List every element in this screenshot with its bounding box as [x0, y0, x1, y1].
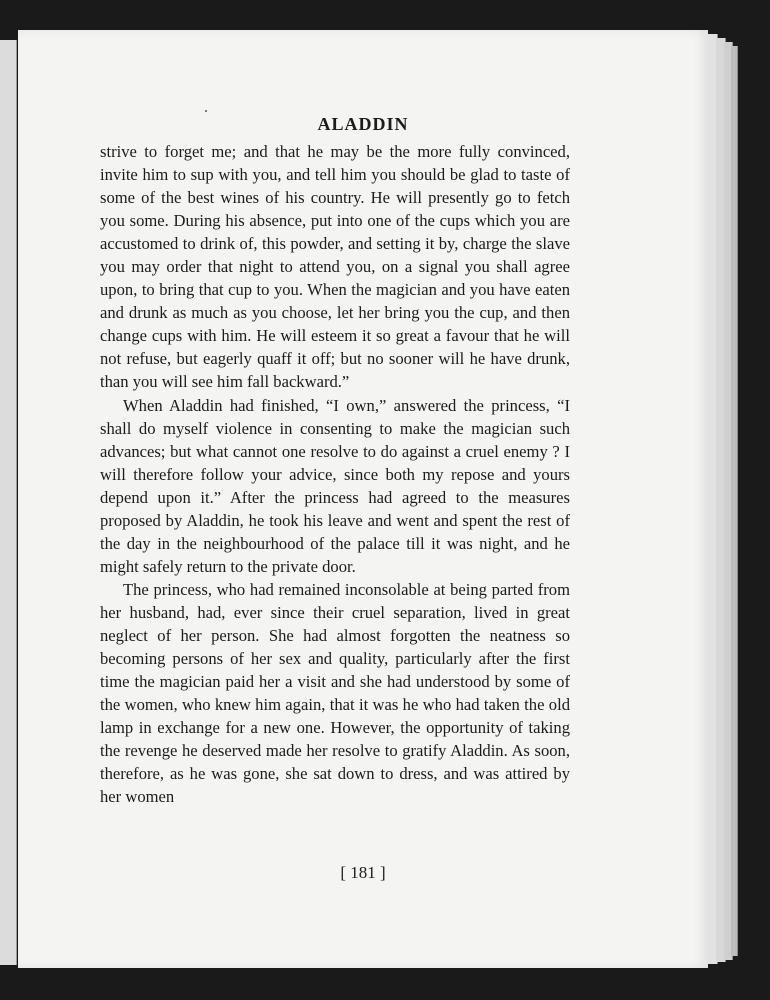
page-edge [731, 46, 738, 956]
paragraph: The princess, who had remained inconsolable at being parted from her husband, had, ever since their cruel separation, lived in great neglect of her person. She had almost forgotten the neatness so becoming persons of her sex and quality, particularly after the first time the magician paid her a visit and she had understood by some of the women, who knew him again, that it was he who had taken the old lamp in exchange for a new one. However, the opportunity of taking the revenge he deserved made her resolve to gratify Aladdin. As soon, therefore, as he was gone, she sat down to dress, and was attired by her women [100, 579, 570, 807]
page-number: [ 181 ] [340, 863, 386, 882]
paragraph: When Aladdin had finished, “I own,” answered the princess, “I shall do myself violence in consenting to make the magician such advances; but what cannot one resolve to do against a cruel enemy ? I will therefore follow your advice, since both my repose and yours depend upon it.” After the princess had agreed to the measures proposed by Aladdin, he took his leave and went and spent the rest of the day in the neighbourhood of the palace till it was night, and he might safely return to the private door. [100, 395, 570, 576]
running-head: ALADDIN [317, 114, 409, 134]
body-text [100, 140, 570, 808]
book-page [18, 30, 708, 968]
adjacent-page-edge [0, 40, 17, 965]
ink-speck [205, 110, 207, 112]
paragraph: strive to forget me; and that he may be the more fully convinced, invite him to sup with you, and tell him you should be glad to taste of some of the best wines of his country. He will presently go to fetch you some. During his absence, put into one of the cups which you are accustomed to drink of, this powder, and setting it by, charge the slave you may order that night to attend you, on a signal you shall agree upon, to bring that cup to you. When the magician and you have eaten and drunk as much as you choose, let her bring you the cup, and then change cups with him. He will esteem it so great a favour that he will not refuse, but eagerly quaff it off; but no sooner will he have drunk, than you will see him fall backward.” [100, 142, 570, 392]
